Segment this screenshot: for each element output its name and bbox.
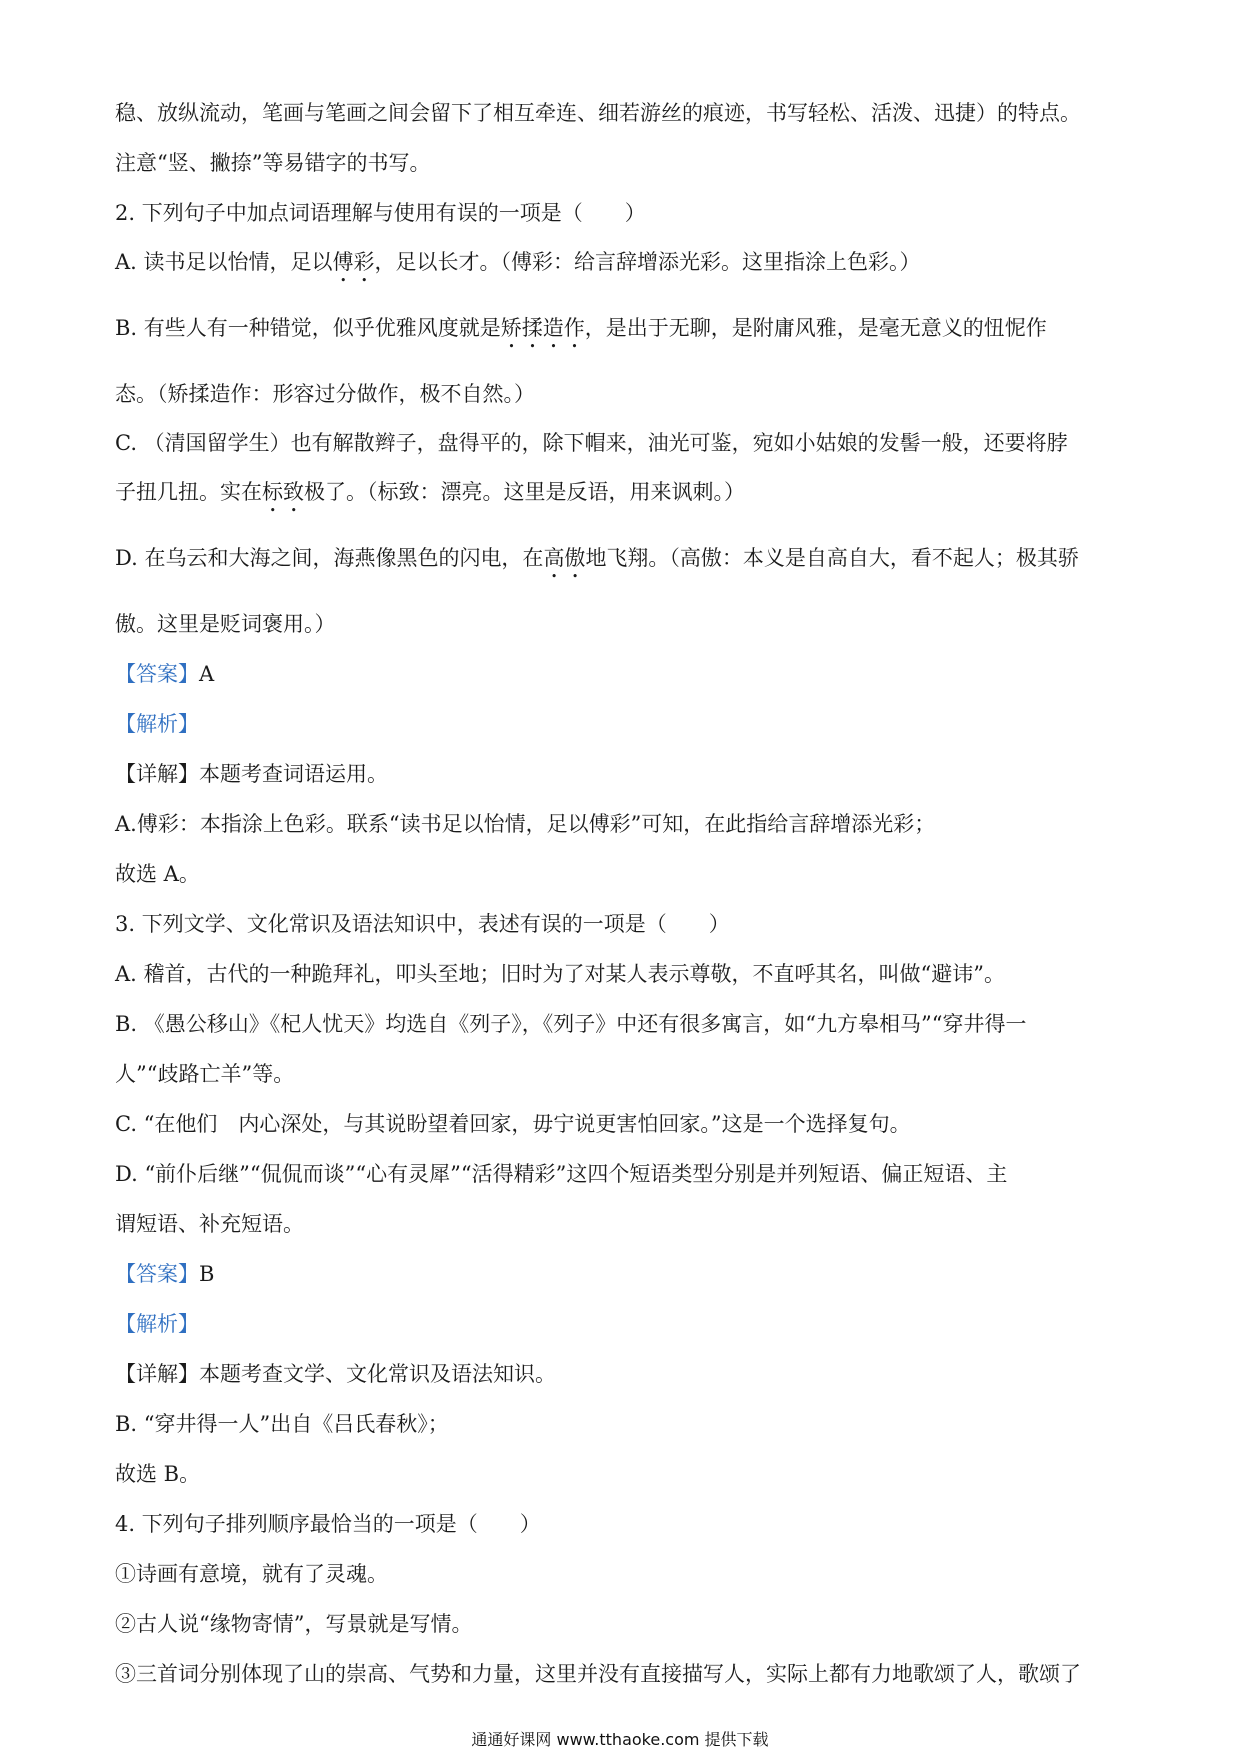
question-3-option-b-cont: 人”“歧路亡羊”等。 [115,1062,295,1086]
question-3-option-b: B. 《愚公移山》《杞人忧天》均选自《列子》，《列子》中还有很多寓言，如“九方皋相马”“穿井得一 [115,1012,1027,1036]
dotted-word: 矫揉造作 [500,316,585,340]
question-2-option-c: C. （清国留学生）也有解散辫子，盘得平的，除下帽来，油光可鉴，宛如小姑娘的发髻一般，还要将脖 [115,431,1068,455]
answer-line: 【答案】A [115,662,215,686]
page-footer: 通通好课网 www.tthaoke.com 提供下载 [471,1730,769,1749]
question-3-option-d: D. “前仆后继”“侃侃而谈”“心有灵犀”“活得精彩”这四个短语类型分别是并列短语、偏正短语、主 [115,1162,1008,1186]
choose-line: 故选 A。 [115,862,200,886]
answer-tag: 【答案】 [115,662,199,686]
sentence-2: ②古人说“缘物寄情”，写景就是写情。 [115,1612,473,1636]
sentence-3: ③三首词分别体现了山的崇高、气势和力量，这里并没有直接描写人，实际上都有力地歌颂了人，歌颂了 [115,1662,1081,1686]
detail-text: B. “穿井得一人”出自《吕氏春秋》； [115,1412,449,1436]
question-4-stem: 4. 下列句子排列顺序最恰当的一项是（ ） [115,1512,541,1536]
question-3-option-d-cont: 谓短语、补充短语。 [115,1212,304,1236]
dotted-word: 高傲 [543,546,586,570]
analysis-tag: 【解析】 [115,1312,199,1336]
text-line: 注意“竖、撇捺”等易错字的书写。 [115,151,431,175]
question-2-stem: 2. 下列句子中加点词语理解与使用有误的一项是（ ） [115,201,646,225]
dotted-word: 傅彩 [332,250,375,274]
document-page [115,98,1130,1689]
question-2-option-b-cont: 态。（矫揉造作：形容过分做作，极不自然。） [115,382,535,406]
question-3-option-a: A. 稽首，古代的一种跪拜礼，叩头至地；旧时为了对某人表示尊敬，不直呼其名，叫做“避讳”。 [115,962,1005,986]
question-2-option-d: D. 在乌云和大海之间，海燕像黑色的闪电，在高傲地飞翔。（高傲：本义是自高自大，看不起人；极其骄 [115,546,1079,570]
sentence-1: ①诗画有意境，就有了灵魂。 [115,1562,388,1586]
question-2-option-b: B. 有些人有一种错觉，似乎优雅风度就是矫揉造作，是出于无聊，是附庸风雅，是毫无意义的忸怩作 [115,316,1047,340]
answer-tag: 【答案】 [115,1262,199,1286]
question-3-option-c: C. “在他们 内心深处，与其说盼望着回家，毋宁说更害怕回家。”这是一个选择复句。 [115,1112,911,1136]
detail-line: 【详解】本题考查文学、文化常识及语法知识。 [115,1362,556,1386]
detail-line: 【详解】本题考查词语运用。 [115,762,388,786]
question-2-option-a: A. 读书足以怡情，足以傅彩，足以长才。（傅彩：给言辞增添光彩。这里指涂上色彩。） [115,250,921,274]
choose-line: 故选 B。 [115,1462,201,1486]
detail-text: A.傅彩：本指涂上色彩。联系“读书足以怡情，足以傅彩”可知，在此指给言辞增添光彩； [115,812,936,836]
question-2-option-d-cont: 傲。这里是贬词褒用。） [115,612,336,636]
text-line: 稳、放纵流动，笔画与笔画之间会留下了相互牵连、细若游丝的痕迹，书写轻松、活泼、迅捷）的特点。 [115,101,1081,125]
dotted-word: 标致 [262,480,304,504]
question-2-option-c-cont: 子扭几扭。实在标致极了。（标致：漂亮。这里是反语，用来讽刺。） [115,480,745,504]
answer-line: 【答案】B [115,1262,215,1286]
question-3-stem: 3. 下列文学、文化常识及语法知识中，表述有误的一项是（ ） [115,912,730,936]
analysis-tag: 【解析】 [115,712,199,736]
